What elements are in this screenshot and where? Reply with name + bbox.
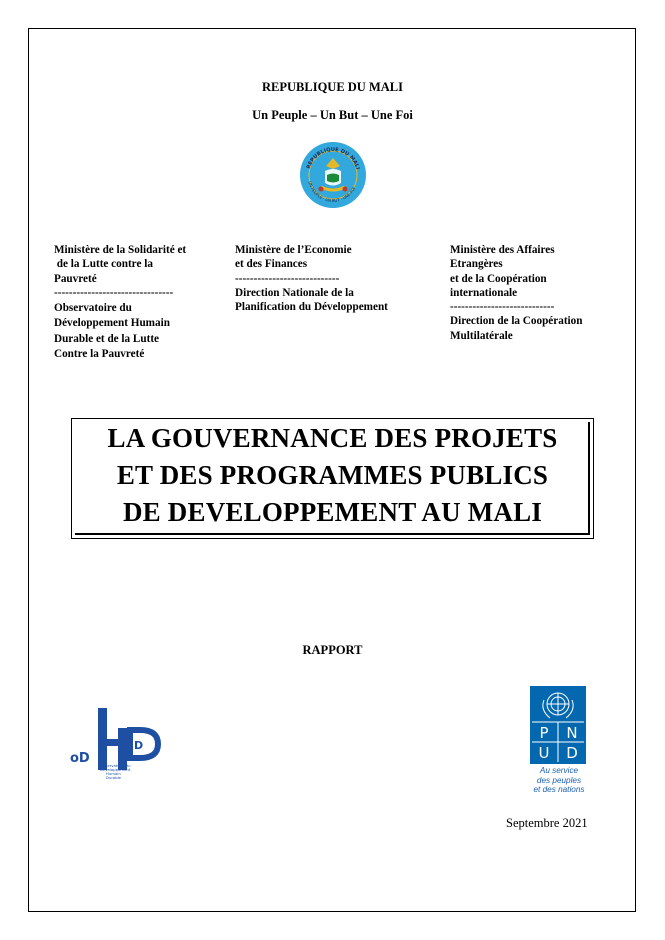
svg-text:oD: oD [70, 751, 90, 766]
separator-dashes: -------------------------------- [54, 286, 174, 299]
ministry-line: Ministère des Affaires [450, 244, 555, 256]
ministry-line: et de la Coopération [450, 272, 547, 285]
pnud-tagline [527, 766, 591, 795]
odhd-sub-3: Humain [106, 771, 121, 776]
pnud-letter-u: U [538, 744, 550, 762]
ministry-line: et des Finances [235, 258, 308, 271]
department-line: Développement Humain [54, 317, 170, 330]
publication-date: Septembre 2021 [506, 816, 588, 830]
document-title-line-1: LA GOUVERNANCE DES PROJETS [107, 423, 558, 453]
pnud-letter-p: P [539, 724, 549, 742]
ministry-column-economie [235, 243, 388, 314]
odhd-sub-4: Durable [106, 775, 122, 780]
separator-dashes: ---------------------------- [450, 301, 555, 314]
pnud-tagline-line: des peuples [536, 775, 582, 785]
odhd-logo-icon [68, 706, 164, 782]
odhd-sub-2: Développement [100, 767, 131, 772]
seal-top-text: REPUBLIQUE DU MALI [305, 146, 361, 171]
report-label: RAPPORT [302, 643, 363, 657]
ministry-column-affaires-etrangeres [450, 243, 582, 343]
pnud-letter-d: D [566, 744, 578, 762]
republic-heading: REPUBLIQUE DU MALI [262, 80, 403, 94]
ministry-line: Etrangères [450, 258, 503, 271]
ministry-line: Ministère de la Solidarité et [54, 244, 187, 256]
document-title-line-3: DE DEVELOPPEMENT AU MALI [122, 497, 543, 527]
mali-coat-of-arms-icon [299, 141, 367, 209]
pnud-letter-n: N [566, 724, 578, 742]
document-title-line-2: ET DES PROGRAMMES PUBLICS [116, 460, 549, 490]
separator-dashes: ---------------------------- [235, 272, 340, 285]
ministry-line: Pauvreté [54, 272, 97, 285]
odhd-sub-1: Observatoire du [100, 763, 131, 768]
ministry-line: internationale [450, 286, 518, 299]
department-line: Planification du Développement [235, 301, 388, 314]
pnud-logo-icon [530, 686, 586, 764]
department-line: Multilatérale [450, 329, 513, 342]
department-line: Observatoire du [54, 302, 132, 315]
department-line: Durable et de la Lutte [54, 332, 160, 345]
seal-bottom-text: UN PEUPLE · UN BUT · UNE FOI [307, 180, 357, 204]
department-line: Contre la Pauvreté [54, 348, 145, 361]
department-line: Direction Nationale de la [235, 286, 354, 299]
svg-text:D: D [134, 739, 144, 752]
ministry-column-solidarite [54, 243, 186, 361]
national-motto: Un Peuple – Un But – Une Foi [252, 108, 413, 122]
pnud-tagline-line: Au service [539, 766, 579, 775]
ministry-line: Ministère de l’Economie [235, 244, 352, 256]
department-line: Direction de la Coopération [450, 315, 583, 328]
ministry-line: de la Lutte contre la [54, 258, 153, 271]
pnud-tagline-line: et des nations [533, 785, 585, 794]
